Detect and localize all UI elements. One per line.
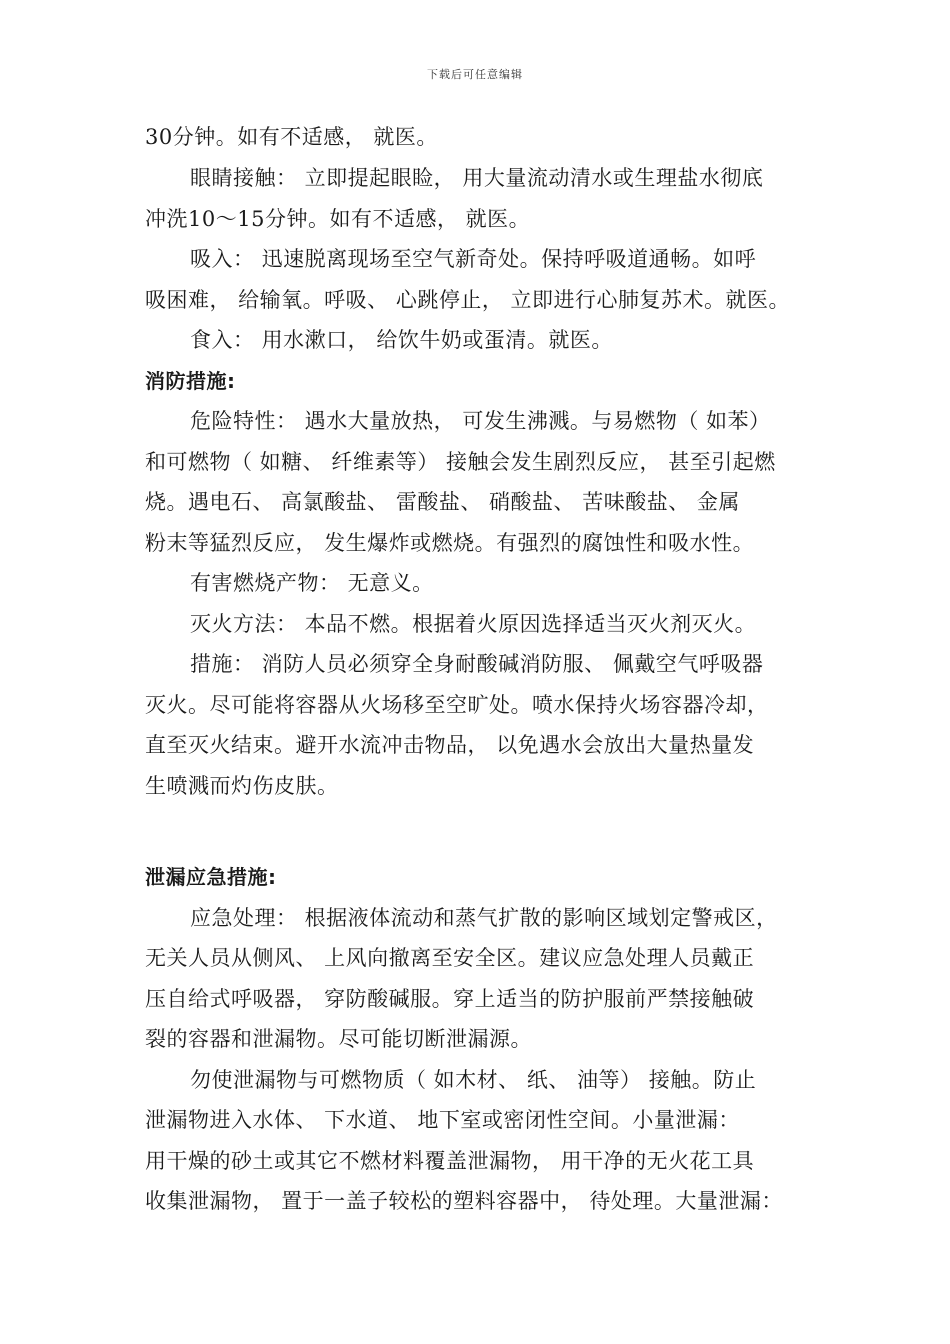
- paragraph-line-eye-contact: 眼睛接触： 立即提起眼睑， 用大量流动清水或生理盐水彻底: [190, 166, 764, 190]
- paragraph-line-ingestion: 食入： 用水漱口， 给饮牛奶或蛋清。就医。: [190, 328, 613, 352]
- paragraph-line: 收集泄漏物， 置于一盖子较松的塑料容器中， 待处理。大量泄漏：: [145, 1189, 783, 1213]
- paragraph-line-combustion-products: 有害燃烧产物： 无意义。: [190, 571, 434, 595]
- paragraph-line-inhalation: 吸入： 迅速脱离现场至空气新奇处。保持呼吸道通畅。如呼: [190, 247, 757, 271]
- paragraph-line-measures: 措施： 消防人员必须穿全身耐酸碱消防服、 佩戴空气呼吸器: [190, 652, 764, 676]
- section-heading-fire-measures: 消防措施:: [145, 369, 236, 393]
- paragraph-line: 压自给式呼吸器， 穿防酸碱服。穿上适当的防护服前严禁接触破: [145, 987, 755, 1011]
- paragraph-line: 灭火。尽可能将容器从火场移至空旷处。喷水保持火场容器冷却，: [145, 693, 769, 717]
- paragraph-line-leak-control: 勿使泄漏物与可燃物质（ 如木材、 纸、 油等） 接触。防止: [190, 1068, 757, 1092]
- paragraph-line: 烧。遇电石、 高氯酸盐、 雷酸盐、 硝酸盐、 苦味酸盐、 金属: [145, 490, 740, 514]
- paragraph-line: 吸困难， 给输氧。呼吸、 心跳停止， 立即进行心肺复苏术。就医。: [145, 288, 791, 312]
- paragraph-line: 泄漏物进入水体、 下水道、 地下室或密闭性空间。小量泄漏：: [145, 1108, 740, 1132]
- paragraph-line: 生喷溅而灼伤皮肤。: [145, 774, 339, 798]
- paragraph-line: 无关人员从侧风、 上风向撤离至安全区。建议应急处理人员戴正: [145, 946, 755, 970]
- section-heading-leak-emergency: 泄漏应急措施:: [145, 865, 277, 889]
- paragraph-line: 和可燃物（ 如糖、 纤维素等） 接触会发生剧烈反应， 甚至引起燃: [145, 450, 776, 474]
- paragraph-line: 裂的容器和泄漏物。尽可能切断泄漏源。: [145, 1027, 532, 1051]
- paragraph-line: 用干燥的砂土或其它不燃材料覆盖泄漏物， 用干净的无火花工具: [145, 1149, 755, 1173]
- paragraph-line-emergency-handling: 应急处理： 根据液体流动和蒸气扩散的影响区域划定警戒区，: [190, 906, 778, 930]
- paragraph-line: 直至灭火结束。避开水流冲击物品， 以免遇水会放出大量热量发: [145, 733, 755, 757]
- paragraph-line: 粉末等猛烈反应， 发生爆炸或燃烧。有强烈的腐蚀性和吸水性。: [145, 531, 755, 555]
- paragraph-line-extinguishing: 灭火方法： 本品不燃。根据着火原因选择适当灭火剂灭火。: [190, 612, 757, 636]
- page-header: 下载后可任意编辑: [427, 68, 523, 81]
- paragraph-line-hazard: 危险特性： 遇水大量放热， 可发生沸溅。与易燃物（ 如苯）: [190, 409, 771, 433]
- paragraph-line: 冲洗10～15分钟。如有不适感， 就医。: [145, 207, 531, 231]
- paragraph-line: 30分钟。如有不适感， 就医。: [145, 125, 438, 149]
